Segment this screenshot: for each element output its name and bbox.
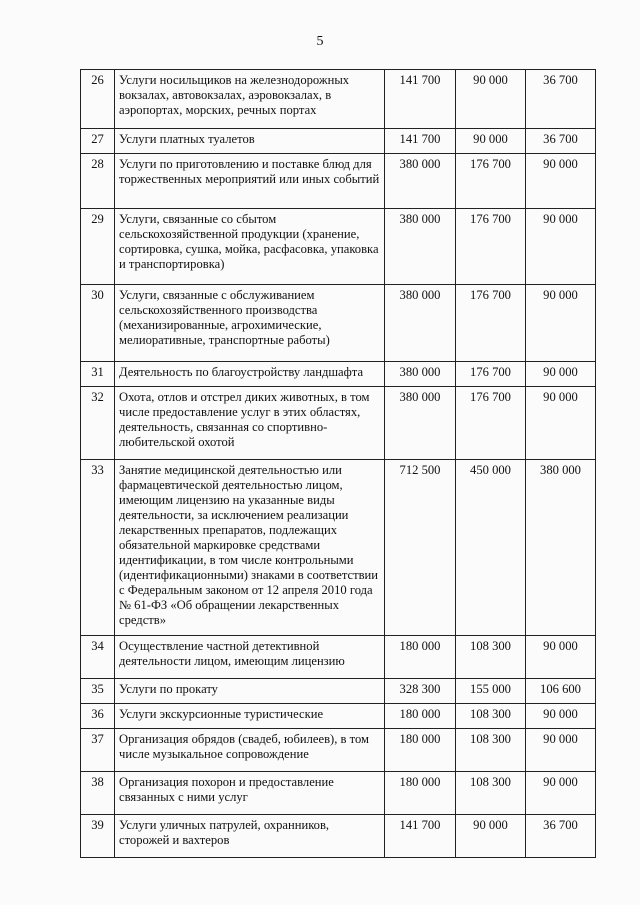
value-col-2: 155 000 — [456, 679, 526, 704]
service-name: Услуги, связанные со сбытом сельскохозяйственной продукции (хранение, сортировка, сушка, мойка, расфасовка, упаковка и транспортировка) — [115, 209, 385, 285]
table-row — [81, 209, 596, 285]
value-col-3: 90 000 — [526, 285, 596, 362]
value-col-3: 90 000 — [526, 154, 596, 209]
row-number: 26 — [81, 70, 115, 129]
value-col-1: 180 000 — [385, 772, 456, 815]
value-col-2: 108 300 — [456, 772, 526, 815]
value-col-2: 90 000 — [456, 129, 526, 154]
service-name: Организация обрядов (свадеб, юбилеев), в том числе музыкальное сопровождение — [115, 729, 385, 772]
page-number: 5 — [316, 34, 324, 49]
table-row — [81, 387, 596, 460]
value-col-1: 141 700 — [385, 70, 456, 129]
value-col-1: 141 700 — [385, 129, 456, 154]
value-col-1: 180 000 — [385, 729, 456, 772]
value-col-3: 106 600 — [526, 679, 596, 704]
service-name: Организация похорон и предоставление связанных с ними услуг — [115, 772, 385, 815]
table-row — [81, 129, 596, 154]
service-name: Занятие медицинской деятельностью или фармацевтической деятельностью лицом, имеющим лицензию на указанные виды деятельности, за исключением реализации лекарственных препаратов, подлежащих обязательной маркировке средствами идентификации, в том числе контрольными (идентификационными) знаками в соответствии с Федеральным законом от 12 апреля 2010 года № 61-ФЗ «Об обращении лекарственных средств» — [115, 460, 385, 636]
table-row — [81, 704, 596, 729]
service-name: Охота, отлов и отстрел диких животных, в том числе предоставление услуг в этих областях, деятельность, связанная со спортивно-любительской охотой — [115, 387, 385, 460]
value-col-2: 176 700 — [456, 362, 526, 387]
table-row — [81, 70, 596, 129]
value-col-3: 90 000 — [526, 362, 596, 387]
value-col-3: 90 000 — [526, 704, 596, 729]
row-number: 27 — [81, 129, 115, 154]
value-col-2: 176 700 — [456, 285, 526, 362]
row-number: 36 — [81, 704, 115, 729]
value-col-1: 328 300 — [385, 679, 456, 704]
value-col-1: 180 000 — [385, 704, 456, 729]
value-col-2: 450 000 — [456, 460, 526, 636]
value-col-3: 380 000 — [526, 460, 596, 636]
row-number: 34 — [81, 636, 115, 679]
value-col-3: 36 700 — [526, 129, 596, 154]
row-number: 33 — [81, 460, 115, 636]
value-col-1: 712 500 — [385, 460, 456, 636]
row-number: 37 — [81, 729, 115, 772]
value-col-2: 108 300 — [456, 729, 526, 772]
table-row — [81, 285, 596, 362]
table-row — [81, 154, 596, 209]
value-col-1: 180 000 — [385, 636, 456, 679]
row-number: 39 — [81, 815, 115, 858]
table-row — [81, 815, 596, 858]
row-number: 32 — [81, 387, 115, 460]
value-col-2: 176 700 — [456, 387, 526, 460]
row-number: 28 — [81, 154, 115, 209]
value-col-3: 90 000 — [526, 209, 596, 285]
value-col-2: 108 300 — [456, 704, 526, 729]
row-number: 31 — [81, 362, 115, 387]
value-col-1: 380 000 — [385, 154, 456, 209]
value-col-3: 90 000 — [526, 636, 596, 679]
value-col-3: 36 700 — [526, 815, 596, 858]
service-name: Услуги носильщиков на железнодорожных вокзалах, автовокзалах, аэровокзалах, в аэропортах, морских, речных портах — [115, 70, 385, 129]
row-number: 35 — [81, 679, 115, 704]
value-col-3: 90 000 — [526, 387, 596, 460]
table-body — [81, 70, 596, 858]
value-col-3: 90 000 — [526, 772, 596, 815]
table-row — [81, 460, 596, 636]
row-number: 38 — [81, 772, 115, 815]
value-col-1: 141 700 — [385, 815, 456, 858]
table-row — [81, 679, 596, 704]
value-col-2: 176 700 — [456, 209, 526, 285]
rates-table — [80, 69, 596, 858]
service-name: Услуги уличных патрулей, охранников, сторожей и вахтеров — [115, 815, 385, 858]
service-name: Осуществление частной детективной деятельности лицом, имеющим лицензию — [115, 636, 385, 679]
value-col-1: 380 000 — [385, 285, 456, 362]
service-name: Услуги, связанные с обслуживанием сельскохозяйственного производства (механизированные, агрохимические, мелиоративные, транспортные работы) — [115, 285, 385, 362]
value-col-2: 90 000 — [456, 70, 526, 129]
service-name: Услуги по прокату — [115, 679, 385, 704]
table-row — [81, 636, 596, 679]
service-name: Услуги по приготовлению и поставке блюд для торжественных мероприятий или иных событий — [115, 154, 385, 209]
value-col-2: 176 700 — [456, 154, 526, 209]
value-col-3: 90 000 — [526, 729, 596, 772]
value-col-3: 36 700 — [526, 70, 596, 129]
service-name: Услуги платных туалетов — [115, 129, 385, 154]
value-col-1: 380 000 — [385, 209, 456, 285]
table-row — [81, 772, 596, 815]
row-number: 29 — [81, 209, 115, 285]
service-name: Услуги экскурсионные туристические — [115, 704, 385, 729]
table-row — [81, 362, 596, 387]
value-col-2: 108 300 — [456, 636, 526, 679]
row-number: 30 — [81, 285, 115, 362]
value-col-2: 90 000 — [456, 815, 526, 858]
table-row — [81, 729, 596, 772]
service-name: Деятельность по благоустройству ландшафта — [115, 362, 385, 387]
value-col-1: 380 000 — [385, 387, 456, 460]
value-col-1: 380 000 — [385, 362, 456, 387]
